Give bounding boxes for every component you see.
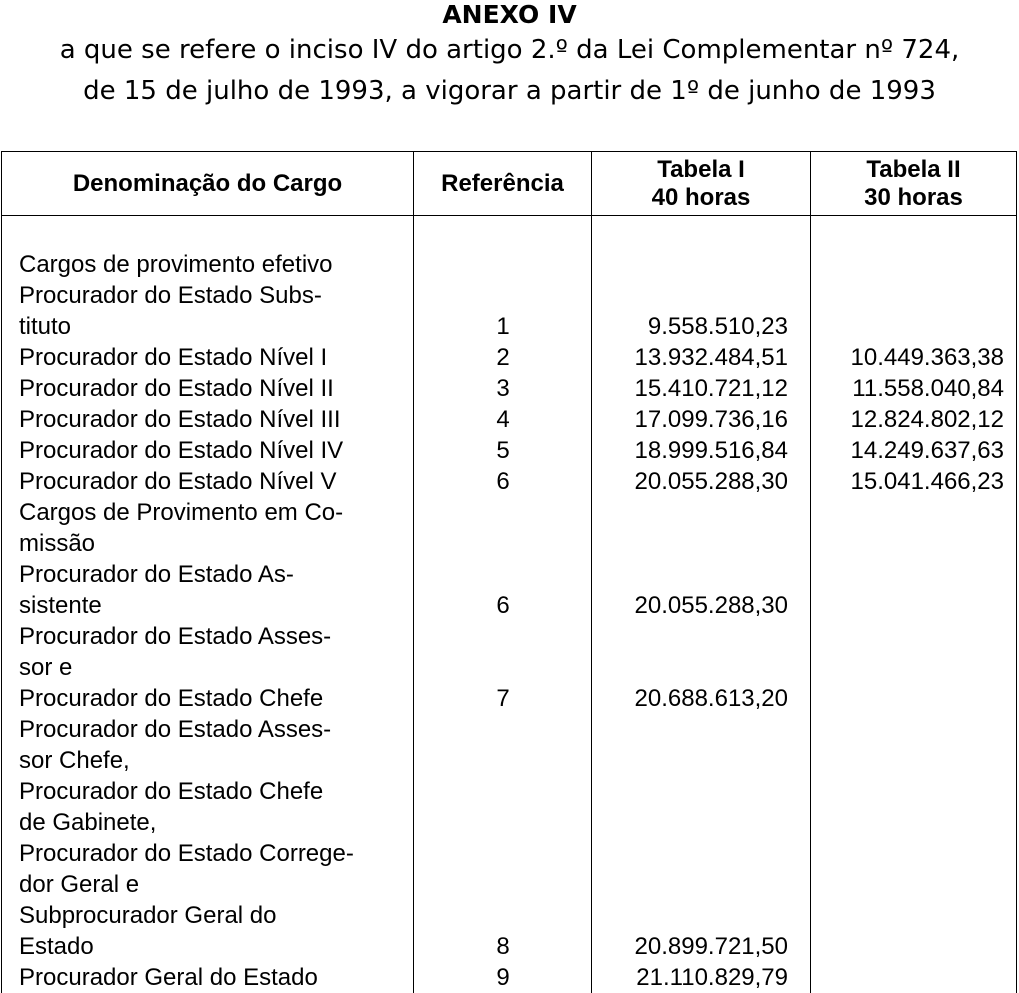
tabela-2-value-cell: 12.824.802,12 [850, 406, 1004, 433]
cargo-cell: Procurador Geral do Estado [19, 964, 318, 991]
tabela-1-value-cell: 21.110.829,79 [636, 964, 788, 991]
tabela-1-value-cell: 20.899.721,50 [634, 933, 788, 960]
column-header-tabela-2-name: Tabela II [866, 156, 961, 183]
cargo-cell: Procurador do Estado Nível III [19, 406, 341, 433]
cargo-cell: Procurador do Estado Nível I [19, 344, 328, 371]
column-header-tabela-2-hours: 30 horas [864, 184, 963, 211]
column-header-referencia-label: Referência [441, 170, 564, 197]
salary-table [1, 151, 1017, 993]
column-header-tabela-1 [592, 152, 810, 216]
referencia-cell: 1 [496, 313, 510, 340]
cargo-cell: Procurador do Estado Chefe [19, 685, 324, 712]
column-divider [591, 152, 592, 993]
cargo-cell: tituto [19, 313, 72, 340]
cargo-cell: dor Geral e [19, 871, 140, 898]
column-header-cargo [2, 152, 413, 216]
cargo-cell: Procurador do Estado Nível II [19, 375, 334, 402]
cargo-cell: Procurador do Estado As- [19, 561, 294, 588]
tabela-1-value-cell: 20.055.288,30 [634, 592, 788, 619]
referencia-cell: 8 [496, 933, 510, 960]
column-header-referencia [414, 152, 591, 216]
cargo-cell: Procurador do Estado Asses- [19, 623, 332, 650]
cargo-cell: sor Chefe, [19, 747, 130, 774]
cargo-cell: Cargos de Provimento em Co- [19, 499, 344, 526]
referencia-cell: 9 [496, 964, 510, 991]
referencia-cell: 4 [496, 406, 510, 433]
tabela-2-value-cell: 15.041.466,23 [850, 468, 1004, 495]
document-subtitle-line-1: a que se refere o inciso IV do artigo 2.º da Lei Complementar nº 724, [59, 35, 960, 65]
column-divider [810, 152, 811, 993]
referencia-cell: 6 [496, 592, 510, 619]
referencia-cell: 5 [496, 437, 510, 464]
tabela-2-value-cell: 11.558.040,84 [852, 375, 1004, 402]
column-divider [413, 152, 414, 993]
tabela-2-value-cell: 14.249.637,63 [850, 437, 1004, 464]
referencia-cell: 3 [496, 375, 510, 402]
referencia-cell: 6 [496, 468, 510, 495]
tabela-1-value-cell: 15.410.721,12 [634, 375, 788, 402]
tabela-1-value-cell: 17.099.736,16 [634, 406, 788, 433]
column-header-tabela-1-hours: 40 horas [651, 184, 751, 211]
cargo-cell: Estado [19, 933, 94, 960]
cargo-cell: sistente [19, 592, 102, 619]
column-header-tabela-2 [811, 152, 1016, 216]
table-right-border [1016, 152, 1017, 993]
cargo-cell: Procurador do Estado Asses- [19, 716, 332, 743]
cargo-cell: Procurador do Estado Correge- [19, 840, 354, 867]
cargo-cell: missão [19, 530, 96, 557]
tabela-1-value-cell: 18.999.516,84 [634, 437, 788, 464]
tabela-1-value-cell: 20.055.288,30 [634, 468, 788, 495]
column-header-tabela-1-name: Tabela I [657, 156, 745, 183]
tabela-1-value-cell: 13.932.484,51 [634, 344, 788, 371]
cargo-cell: Subprocurador Geral do [19, 902, 277, 929]
column-header-cargo-label: Denominação do Cargo [72, 170, 343, 197]
cargo-cell: Procurador do Estado Chefe [19, 778, 324, 805]
cargo-cell: Cargos de provimento efetivo [19, 251, 333, 278]
cargo-cell: Procurador do Estado Nível V [19, 468, 337, 495]
tabela-1-value-cell: 9.558.510,23 [647, 313, 788, 340]
referencia-cell: 7 [496, 685, 510, 712]
referencia-cell: 2 [496, 344, 510, 371]
cargo-cell: de Gabinete, [19, 809, 157, 836]
tabela-1-value-cell: 20.688.613,20 [634, 685, 788, 712]
document-title: ANEXO IV [442, 0, 577, 29]
cargo-cell: Procurador do Estado Nível IV [19, 437, 344, 464]
cargo-cell: sor e [19, 654, 73, 681]
cargo-cell: Procurador do Estado Subs- [19, 282, 322, 309]
document-subtitle-line-2: de 15 de julho de 1993, a vigorar a partir de 1º de junho de 1993 [83, 76, 936, 106]
tabela-2-value-cell: 10.449.363,38 [850, 344, 1004, 371]
